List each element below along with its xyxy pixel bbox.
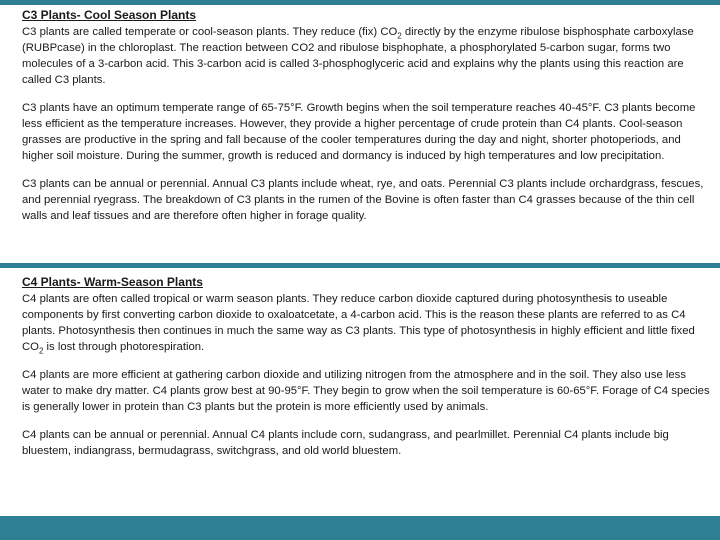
bottom-accent-bar [0,516,720,540]
c3-p1-text-a: C3 plants are called temperate or cool-season plants. They reduce (fix) CO [22,25,398,38]
c3-paragraph-1 [22,24,712,88]
c4-paragraph-3: C4 plants can be annual or perennial. Annual C4 plants include corn, sudangrass, and pearlmillet. Perennial C4 plants include big bluestem, indiangrass, bermudagrass, switchgrass, and old world bluestem. [22,428,669,457]
c4-p1-subscript: 2 [38,345,44,355]
c3-paragraph-2: C3 plants have an optimum temperate range of 65-75°F. Growth begins when the soil temperature reaches 40-45°F. C3 plants become less efficient as the temperature increases. However, they provide a higher percentage of crude protein than C4 plants. Cool-season grasses are productive in the spring and fall because of the cooler temperatures during the day and night, shorter photoperiods, and higher soil moisture. During the summer, growth is reduced and dormancy is induced by high temperatures and low precipitation. [22,101,696,162]
top-accent-bar [0,0,720,5]
c4-section [22,275,712,459]
c3-heading: C3 Plants- Cool Season Plants [22,8,197,22]
c4-heading: C4 Plants- Warm-Season Plants [22,275,203,289]
c4-paragraph-2: C4 plants are more efficient at gathering carbon dioxide and utilizing nitrogen from the atmosphere and in the soil. They also use less water to make dry matter. C4 plants grow best at 90-95°F. They begin to grow when the soil temperature is 60-65°F. Forage of C4 species is generally lower in protein than C3 plants but the protein is more efficiently used by animals. [22,368,710,413]
c3-p1-subscript: 2 [397,30,402,40]
c4-paragraph-1 [22,291,712,355]
c3-p1-text-b: directly by the enzyme ribulose bisphosphate carboxylase (RUBPcase) in the chloroplast. The reaction between CO2 and ribulose bisphophate, a phosphorylated 5-carbon sugar, forms two molecules of a 3-carbon acid. This 3-carbon acid is called 3-phosphoglyceric acid and explains why the plants using this reaction are called C3 plants. [22,25,694,86]
c3-paragraph-3: C3 plants can be annual or perennial. Annual C3 plants include wheat, rye, and oats. Perennial C3 plants include orchardgrass, fescues, and perennial ryegrass. The breakdown of C3 plants in the rumen of the Bovine is often faster than C4 grasses because of the thin cell walls and leaf tissues and are therefore often higher in forage quality. [22,177,704,222]
c3-section [22,8,712,224]
c4-p1-text-b: is lost through photorespiration. [43,340,205,353]
c4-p1-text-a: C4 plants are often called tropical or warm season plants. They reduce carbon dioxide captured during photosynthesis to useable components by first converting carbon dioxide to oxaloatcetate, a 4-carbon acid. This is the reason these plants are referred to as C4 plants. Photosynthesis then continues in much the same way as C3 plants. This type of photosynthesis in highly efficient and little fixed CO [22,292,695,353]
section-divider-bar [0,263,720,268]
